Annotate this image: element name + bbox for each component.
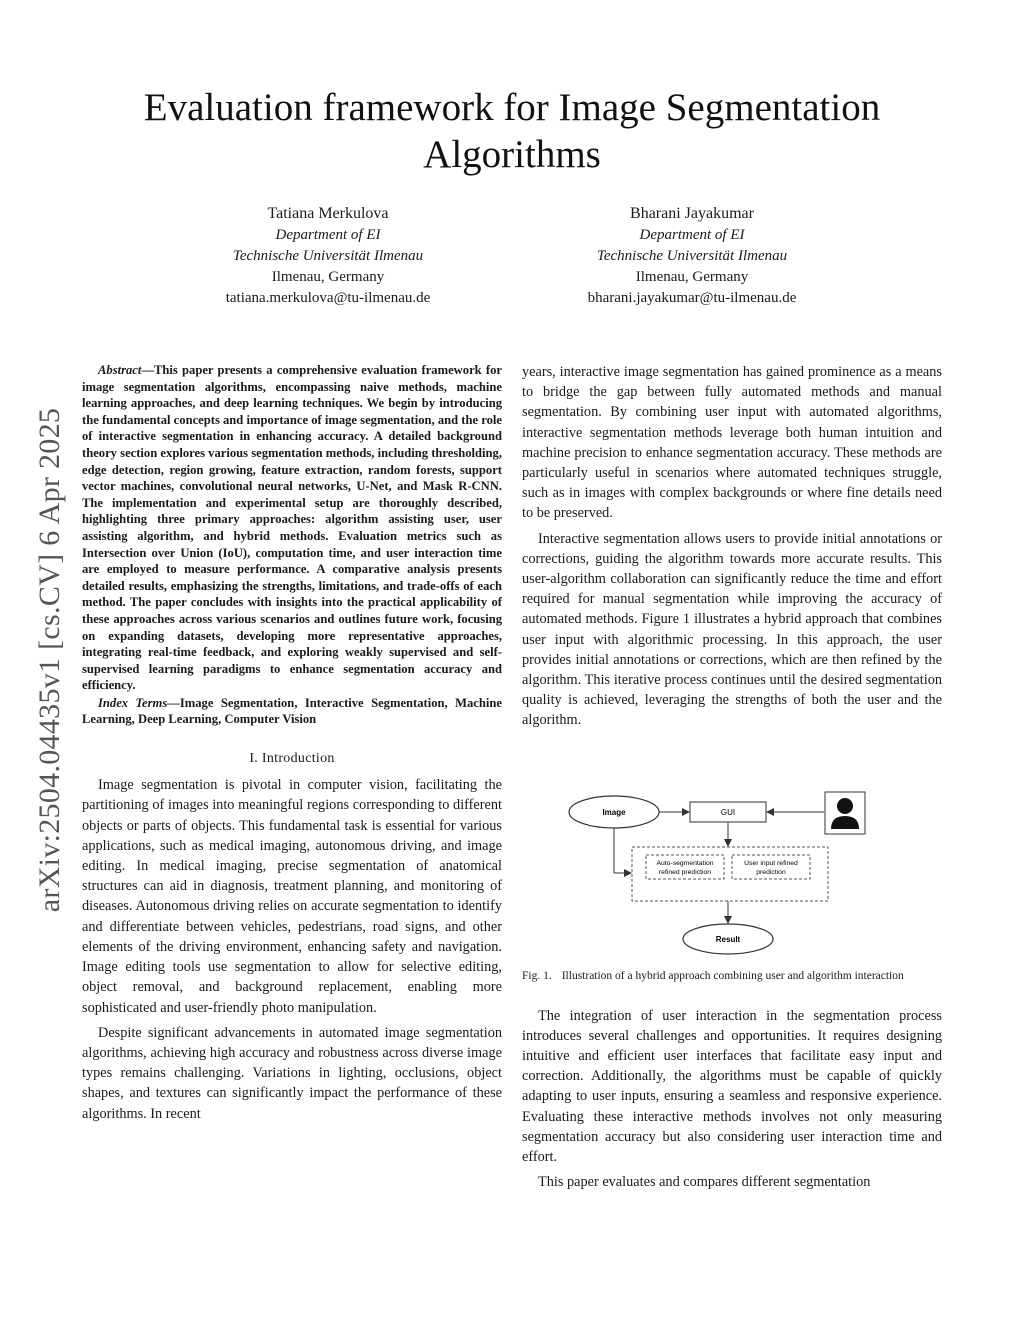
arxiv-identifier-text: arXiv:2504.04435v1 [cs.CV] 6 Apr 2025 [33,407,66,913]
author-department: Department of EI [275,227,381,243]
intro-paragraph-3: Interactive segmentation allows users to provide initial annotations or corrections, guiding the algorithm towards more accurate results. This user-algorithm collaboration can significantly reduce the time and effort required for manual segmentation while improving the accuracy of automated methods. Figure 1 illustrates a hybrid approach that combines user input with algorithmic processing. In this approach, the user provides initial annotations or corrections, which are then refined by the algorithm. This iterative process continues until the desired segmentation quality is achieved, leveraging the strengths of both the user and the algorithm. [522,530,942,729]
auto-segmentation-label-1: Auto-segmentation [656,859,714,867]
intro-paragraph-2: Despite significant advancements in automated image segmentation algorithms, achieving high accuracy and robustness across diverse image types remains challenging. Variations in lighting, occlusions, object shapes, and textures can significantly impact the performance of these algorithms. In recent [82,1024,502,1122]
author-email: tatiana.merkulova@tu-ilmenau.de [225,290,431,306]
figure-1-caption [522,969,942,984]
right-column [522,362,942,1192]
intro-paragraph-2-continued: years, interactive image segmentation has gained prominence as a means to bridge the gap between fully automated methods and manual segmentation. By combining user input with automated algorithms, interactive segmentation methods leverage both human intuition and machine precision to enhance segmentation accuracy. These methods are particularly useful in scenarios where automated techniques struggle, such as in images with complex backgrounds or where fine details need to be preserved. [522,364,942,522]
paper-title: Evaluation framework for Image Segmentation Algorithms [143,86,881,176]
abstract-label: Abstract [98,363,142,377]
author-location: Ilmenau, Germany [271,269,385,285]
author-block-1 [168,203,488,309]
user-input-label-2: prediction [756,868,786,876]
author-name: Tatiana Merkulova [267,205,389,222]
left-column [82,362,502,1124]
image-node-label: Image [602,807,626,817]
author-university: Technische Universität Ilmenau [232,248,424,264]
section-heading-introduction: I. Introduction [249,751,335,767]
figure-1-caption-text: Illustration of a hybrid approach combining user and algorithm interaction [561,969,904,982]
index-terms [82,695,502,728]
author-university: Technische Universität Ilmenau [596,248,788,264]
author-block-2 [532,203,852,309]
abstract [82,362,502,694]
author-location: Ilmenau, Germany [635,269,749,285]
figure-1 [522,757,942,962]
result-node-label: Result [715,934,741,944]
gui-node-label: GUI [720,807,736,817]
index-terms-label: Index Terms [98,695,168,710]
intro-paragraph-1: Image segmentation is pivotal in computer vision, facilitating the partitioning of images into meaningful regions corresponding to different objects or parts of objects. This fundamental task is essential for various applications, such as medical imaging, autonomous driving, and image editing. In medical imaging, precise segmentation of anatomical structures can aid in diagnosis, treatment planning, and monitoring of diseases. Autonomous driving relies on accurate segmentation to identify and differentiate between vehicles, pedestrians, road signs, and other elements of the driving environment, enhancing safety and navigation. Image editing tools use segmentation to allow for selective editing, object removal, and background replacement, enabling more sophisticated and user-friendly photo manipulation. [82,777,502,1016]
index-terms-text: —Image Segmentation, Interactive Segmentation, Machine Learning, Deep Learning, Computer Vision [82,695,502,727]
abstract-text: —This paper presents a comprehensive evaluation framework for image segmentation algorithms, encompassing naive methods, machine learning approaches, and deep learning techniques. We begin by introducing the fundamental concepts and importance of image segmentation, and the role of interactive segmentation in enhancing accuracy. A detailed background theory section explores various segmentation methods, including thresholding, edge detection, region growing, feature extraction, random forests, support vector machines, convolutional neural networks, U-Net, and Mask R-CNN. The implementation and experimental setup are thoroughly described, highlighting three primary approaches: algorithm assisting user, user assisting algorithm, and hybrid methods. Evaluation metrics such as Intersection over Union (IoU), computation time, and user interaction time are employed to measure performance. A comparative analysis presents detailed results, emphasizing the strengths, limitations, and trade-offs of each method. The paper concludes with insights into the practical applicability of these approaches across various scenarios and outlines future work, focusing on expanding datasets, developing more representative approaches, integrating real-time feedback, and exploring weakly supervised and self-supervised learning paradigms to enhance segmentation accuracy and efficiency. [82,363,502,693]
auto-segmentation-label-2: refined prediction [658,868,712,876]
intro-paragraph-5: This paper evaluates and compares different segmentation [538,1174,871,1191]
intro-paragraph-4: The integration of user interaction in the segmentation process introduces several challenges and opportunities. It requires designing intuitive and efficient user interfaces that facilitate easy input and correction. Additionally, the algorithms must be capable of quickly adapting to user inputs, ensuring a seamless and responsive experience. Evaluating these interactive methods involves not only measuring segmentation accuracy but also considering user interaction time and effort. [522,1007,942,1166]
author-email: bharani.jayakumar@tu-ilmenau.de [587,290,797,306]
author-department: Department of EI [639,227,745,243]
author-name: Bharani Jayakumar [630,205,754,222]
user-input-label-1: User input refined [744,859,798,867]
figure-1-caption-label: Fig. 1. [522,969,552,982]
arxiv-identifier [30,360,70,960]
figure-1-diagram [522,757,942,962]
